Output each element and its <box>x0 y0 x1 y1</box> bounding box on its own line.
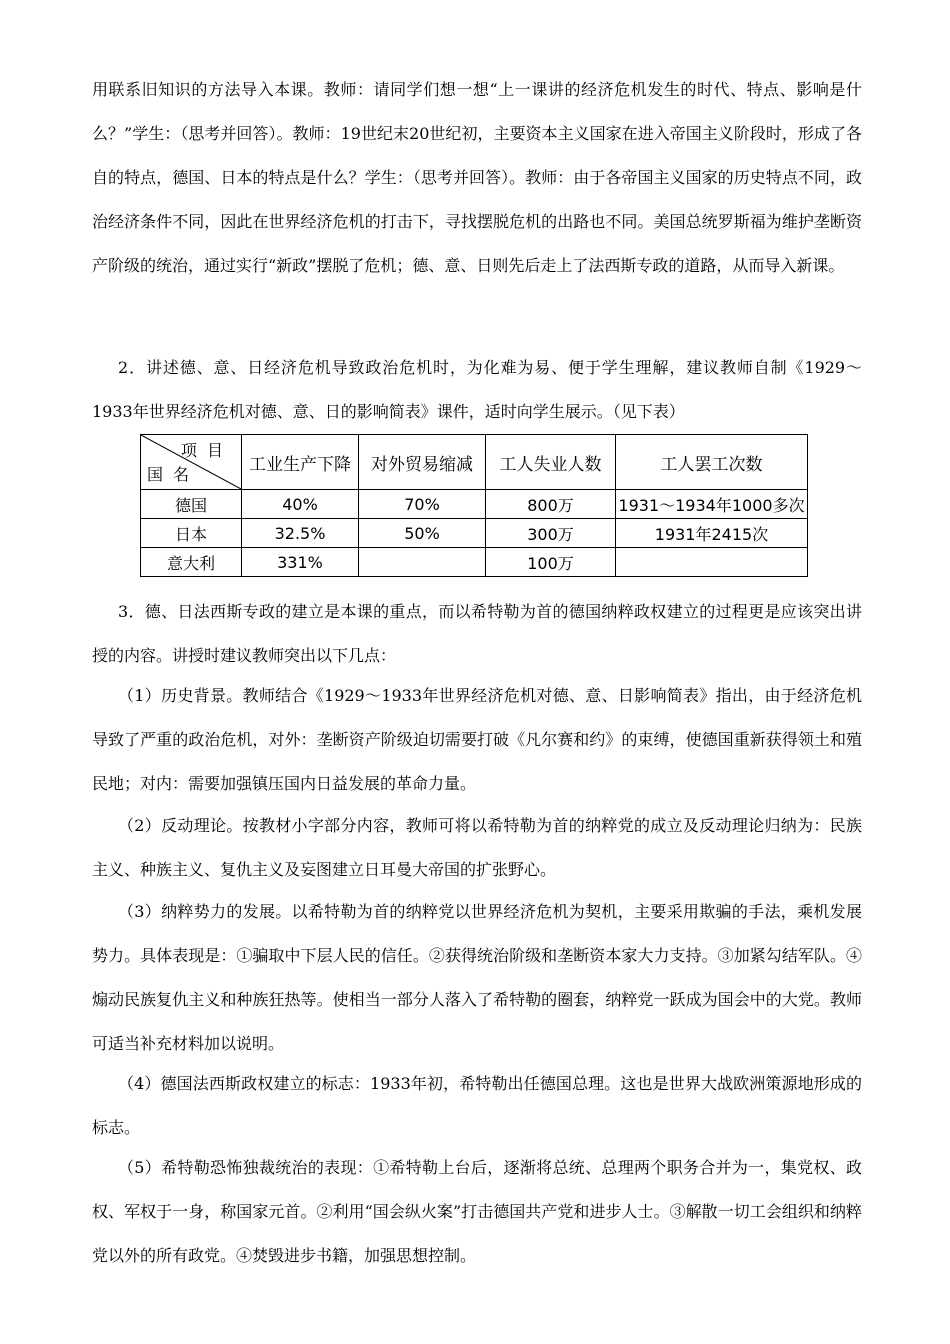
sub-1-paragraph: （1）历史背景。教师结合《1929～1933年世界经济危机对德、意、日影响简表》指出，由于经济危机导致了严重的政治危机，对外：垄断资产阶级迫切需要打破《凡尔赛和约》的束缚，使德国重新获得领土和殖民地；对内：需要加强镇压国内日益发展的革命力量。 <box>92 686 862 793</box>
item-2-paragraph: 2．讲述德、意、日经济危机导致政治危机时，为化难为易、便于学生理解，建议教师自制《1929～1933年世界经济危机对德、意、日的影响简表》课件，适时向学生展示。（见下表） <box>92 358 862 421</box>
header-strikes: 工人罢工次数 <box>616 435 808 490</box>
table-row <box>141 548 808 577</box>
country-cell: 德国 <box>141 490 242 519</box>
sub-4-paragraph: （4）德国法西斯政权建立的标志：1933年初，希特勒出任德国总理。这也是世界大战欧洲策源地形成的标志。 <box>92 1074 862 1137</box>
table-corner-cell <box>141 435 242 490</box>
impact-table <box>140 434 808 577</box>
table-header-row <box>141 435 808 490</box>
header-industry: 工业生产下降 <box>242 435 359 490</box>
header-unemployed: 工人失业人数 <box>486 435 616 490</box>
strikes-cell: 1931～1934年1000多次 <box>616 490 808 519</box>
corner-bottom-label: 国名 <box>147 465 200 484</box>
trade-cell: 70% <box>359 490 486 519</box>
corner-top-label: 项目 <box>180 441 233 460</box>
sub-3-paragraph: （3）纳粹势力的发展。以希特勒为首的纳粹党以世界经济危机为契机，主要采用欺骗的手法，乘机发展势力。具体表现是：①骗取中下层人民的信任。②获得统治阶级和垄断资本家大力支持。③加紧勾结军队。④煽动民族复仇主义和种族狂热等。使相当一部分人落入了希特勒的圈套，纳粹党一跃成为国会中的大党。教师可适当补充材料加以说明。 <box>92 902 862 1053</box>
country-cell: 意大利 <box>141 548 242 577</box>
trade-cell <box>359 548 486 577</box>
unemployed-cell: 100万 <box>486 548 616 577</box>
intro-paragraph: 用联系旧知识的方法导入本课。教师：请同学们想一想“上一课讲的经济危机发生的时代、特点、影响是什么？”学生：（思考并回答）。教师：19世纪末20世纪初，主要资本主义国家在进入帝国主义阶段时，形成了各自的特点，德国、日本的特点是什么？学生：（思考并回答）。教师：由于各帝国主义国家的历史特点不同，政治经济条件不同，因此在世界经济危机的打击下，寻找摆脱危机的出路也不同。美国总统罗斯福为维护垄断资产阶级的统治，通过实行“新政”摆脱了危机；德、意、日则先后走上了法西斯专政的道路，从而导入新课。 <box>92 80 862 275</box>
unemployed-cell: 800万 <box>486 490 616 519</box>
unemployed-cell: 300万 <box>486 519 616 548</box>
header-trade: 对外贸易缩减 <box>359 435 486 490</box>
item-3-paragraph: 3．德、日法西斯专政的建立是本课的重点，而以希特勒为首的德国纳粹政权建立的过程更是应该突出讲授的内容。讲授时建议教师突出以下几点： <box>92 602 862 665</box>
country-cell: 日本 <box>141 519 242 548</box>
table-row <box>141 519 808 548</box>
sub-2-paragraph: （2）反动理论。按教材小字部分内容，教师可将以希特勒为首的纳粹党的成立及反动理论归纳为：民族主义、种族主义、复仇主义及妄图建立日耳曼大帝国的扩张野心。 <box>92 816 862 879</box>
industry-cell: 32.5% <box>242 519 359 548</box>
strikes-cell: 1931年2415次 <box>616 519 808 548</box>
table-row <box>141 490 808 519</box>
industry-cell: 40% <box>242 490 359 519</box>
sub-5-paragraph: （5）希特勒恐怖独裁统治的表现：①希特勒上台后，逐渐将总统、总理两个职务合并为一，集党权、政权、军权于一身，称国家元首。②利用“国会纵火案”打击德国共产党和进步人士。③解散一切工会组织和纳粹党以外的所有政党。④焚毁进步书籍，加强思想控制。 <box>92 1158 862 1265</box>
industry-cell: 331% <box>242 548 359 577</box>
strikes-cell <box>616 548 808 577</box>
trade-cell: 50% <box>359 519 486 548</box>
